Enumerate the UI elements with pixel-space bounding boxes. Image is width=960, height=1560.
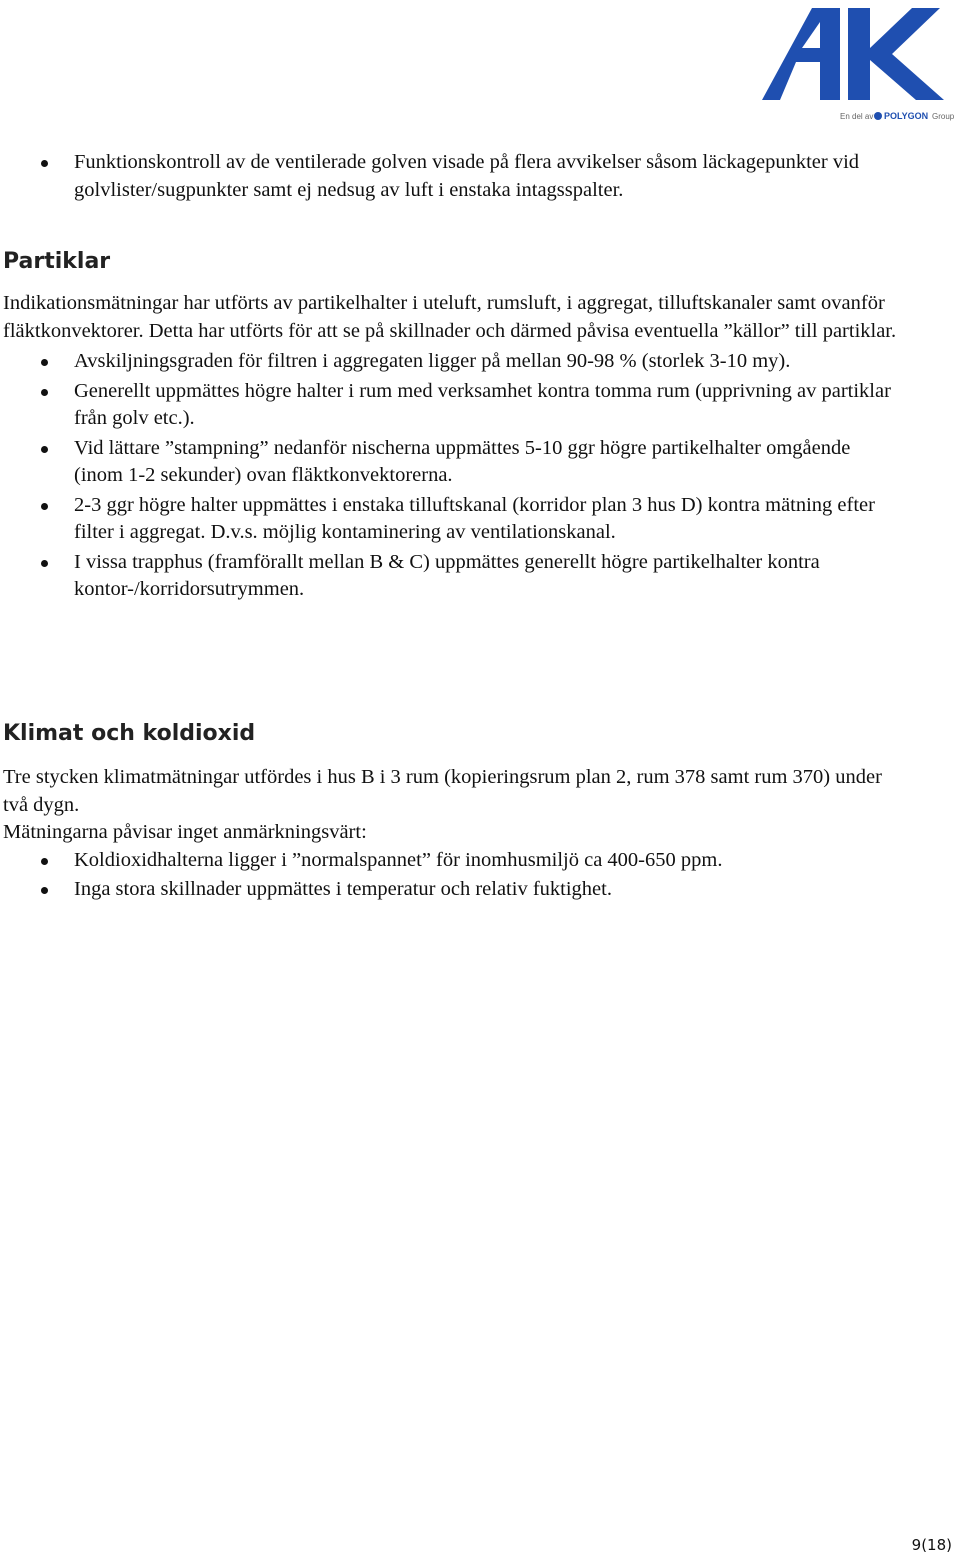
- section-heading: Klimat och koldioxid: [3, 721, 256, 746]
- list-item: [3, 549, 903, 604]
- partiklar-bullet-list: [3, 348, 903, 604]
- ak-logo-mark: [740, 0, 960, 126]
- company-logo: [740, 0, 960, 126]
- partiklar-body: [3, 290, 903, 606]
- list-item: [3, 149, 903, 204]
- top-bullet-section: [3, 149, 903, 206]
- klimat-bullet-list: [3, 847, 903, 904]
- section-partiklar: [3, 248, 903, 276]
- bullet-icon: [41, 560, 48, 567]
- klimat-body: [3, 764, 903, 906]
- paragraph: Tre stycken klimatmätningar utfördes i hus B i 3 rum (kopieringsrum plan 2, rum 378 samt rum 370) under två dygn.: [3, 766, 882, 816]
- list-item-text: Generellt uppmättes högre halter i rum med verksamhet kontra tomma rum (upprivning av partiklar från golv etc.).: [74, 379, 891, 429]
- bullet-icon: [41, 887, 48, 894]
- bullet-icon: [41, 359, 48, 366]
- section-heading: Partiklar: [3, 249, 111, 274]
- list-item: [3, 847, 903, 875]
- logo-tagline-prefix: En del av: [840, 112, 874, 121]
- bullet-icon: [41, 503, 48, 510]
- bullet-icon: [41, 858, 48, 865]
- list-item: [3, 492, 903, 547]
- bullet-icon: [41, 389, 48, 396]
- list-item-text: Inga stora skillnader uppmättes i temperatur och relativ fuktighet.: [74, 878, 612, 900]
- logo-tagline-brand: POLYGON: [884, 111, 929, 121]
- paragraph: Indikationsmätningar har utförts av partikelhalter i uteluft, rumsluft, i aggregat, tilluftskanaler samt ovanför fläktkonvektorer. Detta har utförts för att se på skillnader och därmed påvisa eventuella ”källor” till partiklar.: [3, 292, 897, 342]
- bullet-icon: [41, 160, 48, 167]
- list-item-text: Vid lättare ”stampning” nedanför nischerna uppmättes 5-10 ggr högre partikelhalter omgående (inom 1-2 sekunder) ovan fläktkonvektorerna.: [74, 436, 851, 486]
- section-klimat: [3, 720, 903, 748]
- list-item: [3, 435, 903, 490]
- list-item-text: Funktionskontroll av de ventilerade golven visade på flera avvikelser såsom läckagepunkter vid golvlister/sugpunkter samt ej nedsug av luft i enstaka intagsspalter.: [74, 151, 860, 201]
- list-item: [3, 348, 903, 376]
- list-item: [3, 876, 903, 904]
- paragraph: Mätningarna påvisar inget anmärkningsvärt:: [3, 821, 367, 843]
- page-number: 9(18): [911, 1536, 952, 1554]
- bullet-icon: [41, 446, 48, 453]
- list-item-text: Avskiljningsgraden för filtren i aggregaten ligger på mellan 90-98 % (storlek 3-10 my).: [74, 350, 791, 372]
- list-item: [3, 378, 903, 433]
- polygon-icon: [874, 112, 882, 120]
- list-item-text: 2-3 ggr högre halter uppmättes i enstaka tilluftskanal (korridor plan 3 hus D) kontra mätning efter filter i aggregat. D.v.s. möjlig kontaminering av ventilationskanal.: [74, 493, 875, 543]
- list-item-text: I vissa trapphus (framförallt mellan B & C) uppmättes generellt högre partikelhalter kontra kontor-/korridorsutrymmen.: [74, 550, 820, 600]
- list-item-text: Koldioxidhalterna ligger i ”normalspannet” för inomhusmiljö ca 400-650 ppm.: [74, 848, 723, 871]
- top-bullet-list: [3, 149, 903, 204]
- logo-tagline-suffix: Group: [932, 112, 955, 121]
